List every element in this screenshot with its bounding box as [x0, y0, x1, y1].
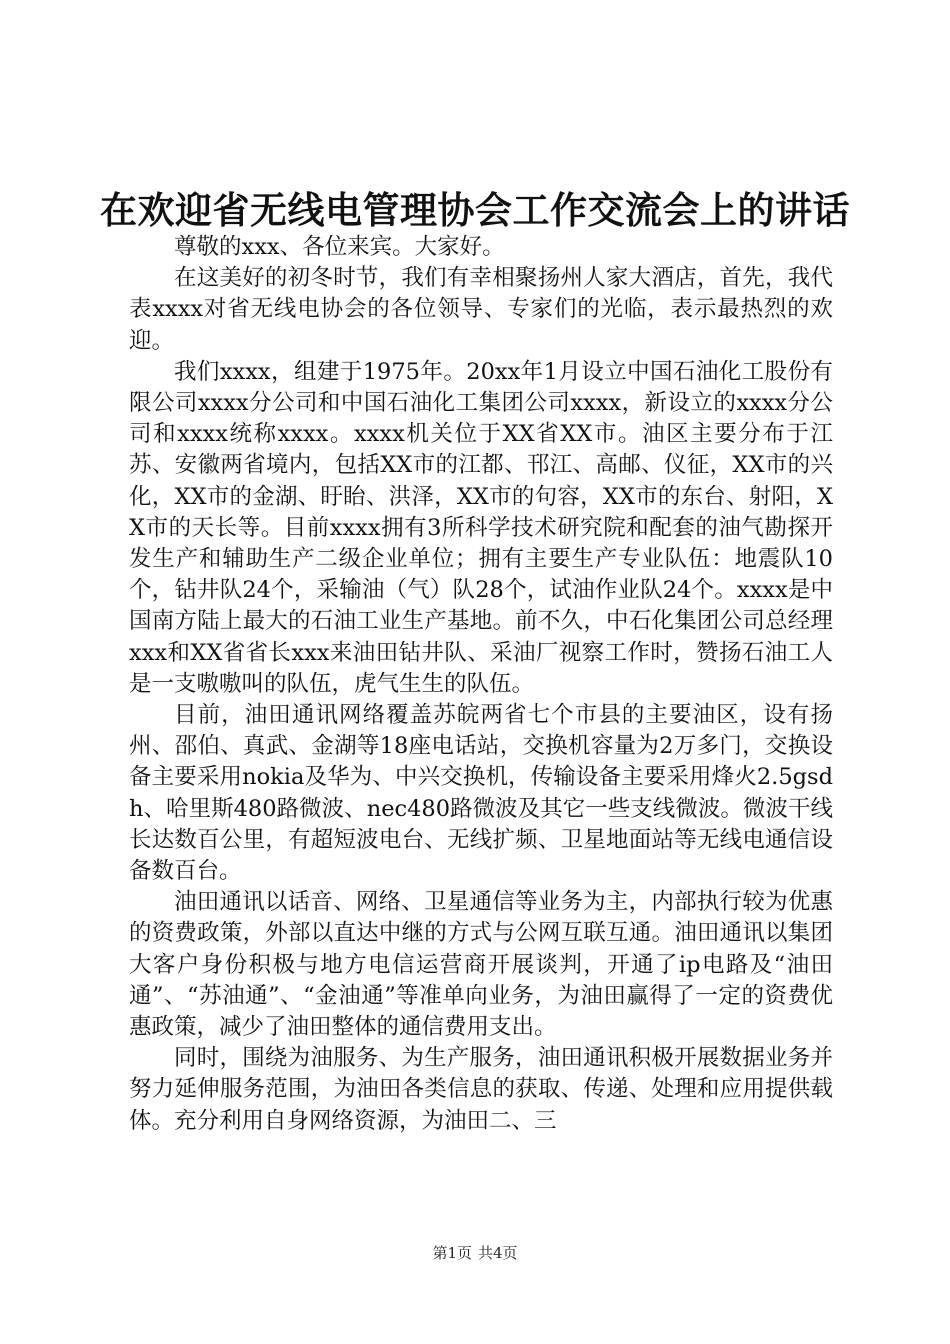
paragraph-network-overview: 目前，油田通讯网络覆盖苏皖两省七个市县的主要油区，设有扬州、邵伯、真武、金湖等18座电话站，交换机容量为2万多门，交换设备主要采用nokia及华为、中兴交换机，传输设备主要采用烽火2.5gsdh、哈里斯480路微波、nec480路微波及其它一些支线微波。微波干线长达数百公里，有超短波电台、无线扩频、卫星地面站等无线电通信设备数百台。	[129, 702, 833, 885]
page-number-total: 共4页	[478, 1244, 518, 1262]
document-title: 在欢迎省无线电管理协会工作交流会上的讲话	[100, 188, 850, 232]
paragraph-services: 油田通讯以话音、网络、卫星通信等业务为主，内部执行较为优惠的资费政策，外部以直达中继的方式与公网互联互通。油田通讯以集团大客户身份积极与地方电信运营商开展谈判，开通了ip电路及“油田通”、“苏油通”、“金油通”等准单向业务，为油田赢得了一定的资费优惠政策，减少了油田整体的通信费用支出。	[129, 889, 833, 1041]
paragraph-welcome: 在这美好的初冬时节，我们有幸相聚扬州人家大酒店，首先，我代表xxxx对省无线电协会的各位领导、专家们的光临，表示最热烈的欢迎。	[129, 265, 833, 354]
paragraph-company-intro: 我们xxxx，组建于1975年。20xx年1月设立中国石油化工股份有限公司xxxx分公司和中国石油化工集团公司xxxx，新设立的xxxx分公司和xxxx统称xxxx。xxxx机关位于XX省XX市。油区主要分布于江苏、安徽两省境内，包括XX市的江都、邗江、高邮、仪征，XX市的兴化，XX市的金湖、盱眙、洪泽，XX市的句容，XX市的东台、射阳，XX市的天长等。目前xxxx拥有3所科学技术研究院和配套的油气勘探开发生产和辅助生产二级企业单位；拥有主要生产专业队伍：地震队10个，钻井队24个，采输油（气）队28个，试油作业队24个。xxxx是中国南方陆上最大的石油工业生产基地。前不久，中石化集团公司总经理xxx和XX省省长xxx来油田钻井队、采油厂视察工作时，赞扬石油工人是一支嗷嗷叫的队伍，虎气生生的队伍。	[129, 358, 833, 697]
page-number-current: 第1页	[432, 1244, 472, 1262]
paragraph-data-services: 同时，围绕为油服务、为生产服务，油田通讯积极开展数据业务并努力延伸服务范围，为油田各类信息的获取、传递、处理和应用提供载体。充分利用自身网络资源，为油田二、三	[129, 1045, 833, 1134]
document-body	[129, 232, 833, 1137]
paragraph-greeting: 尊敬的xxx、各位来宾。大家好。	[174, 234, 505, 260]
page-footer	[0, 1243, 950, 1263]
